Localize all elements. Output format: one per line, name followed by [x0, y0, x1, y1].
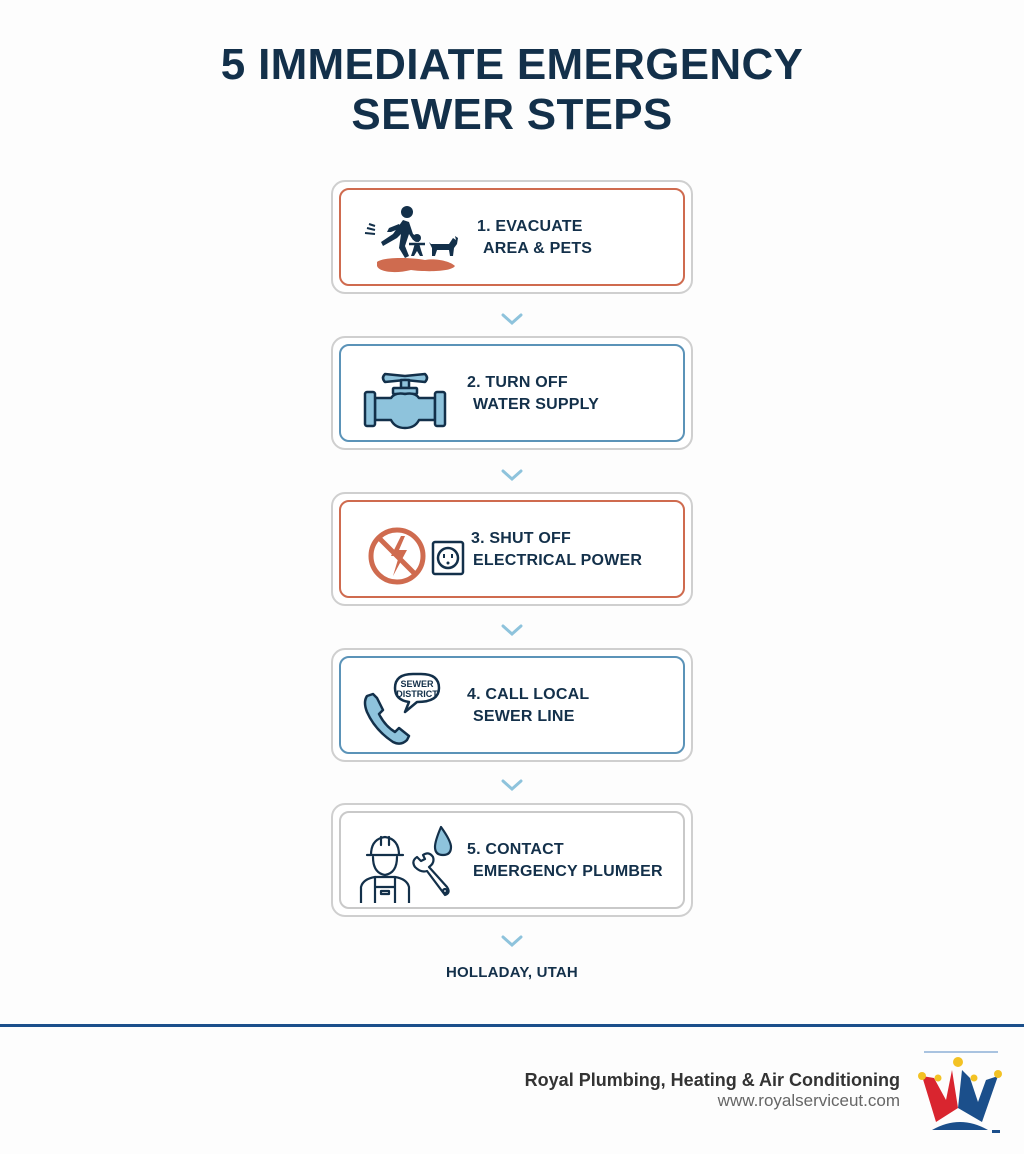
chevron-down-icon	[500, 777, 524, 793]
page-title-line1: 5 IMMEDIATE EMERGENCY	[220, 40, 804, 89]
bubble-text-line1: SEWER	[400, 679, 434, 689]
no-power-outlet-icon	[355, 510, 465, 592]
footer-divider	[0, 1024, 1024, 1027]
step-5-label: 5. CONTACT EMERGENCY PLUMBER	[467, 841, 663, 880]
step-card-5-frame	[339, 811, 685, 909]
chevron-down-icon	[500, 311, 524, 327]
step-card-4-frame	[339, 656, 685, 754]
page-title-line2: SEWER STEPS	[351, 90, 673, 139]
location-label: HOLLADAY, UTAH	[446, 964, 578, 981]
step-2-label: 2. TURN OFF WATER SUPPLY	[467, 374, 599, 413]
water-valve-icon	[355, 354, 465, 436]
chevron-down-icon	[500, 933, 524, 949]
step-card-5	[331, 803, 693, 917]
step-card-2-frame	[339, 344, 685, 442]
step-4-label: 4. CALL LOCAL SEWER LINE	[467, 686, 590, 725]
page-title	[0, 40, 1024, 140]
website-link[interactable]: www.royalserviceut.com	[717, 1091, 900, 1110]
chevron-down-icon	[500, 622, 524, 638]
bubble-text-line2: DISTRICT	[396, 689, 438, 699]
step-card-3	[331, 492, 693, 606]
step-card-1	[331, 180, 693, 294]
step-card-3-frame	[339, 500, 685, 598]
company-name: Royal Plumbing, Heating & Air Conditioning	[524, 1070, 900, 1090]
crown-logo-icon	[918, 1050, 1002, 1134]
evacuate-person-child-dog-icon	[355, 198, 465, 280]
phone-speech-bubble-icon	[355, 666, 465, 748]
plumber-wrench-drop-icon	[355, 821, 465, 903]
step-1-label: 1. EVACUATE AREA & PETS	[477, 218, 593, 257]
step-card-4	[331, 648, 693, 762]
step-card-1-frame	[339, 188, 685, 286]
chevron-down-icon	[500, 467, 524, 483]
step-card-2	[331, 336, 693, 450]
step-3-label: 3. SHUT OFF ELECTRICAL POWER	[471, 530, 643, 569]
